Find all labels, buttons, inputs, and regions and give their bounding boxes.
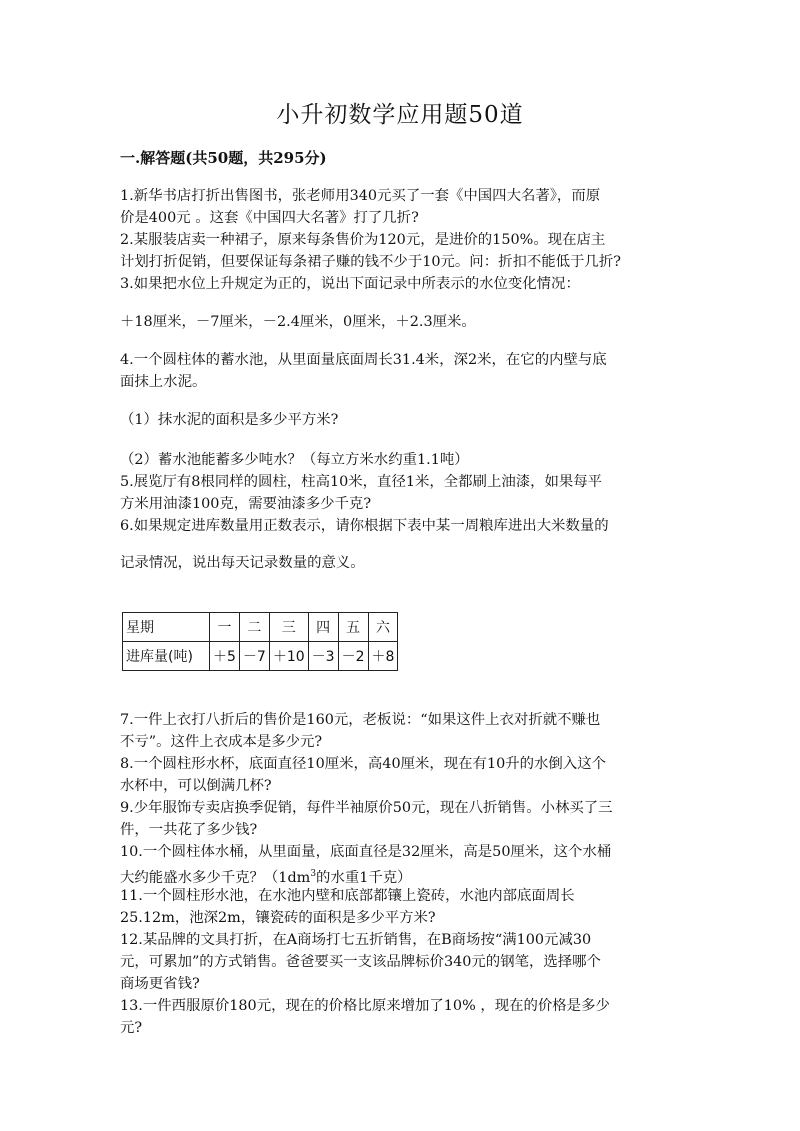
- question-1-line-1: 1.新华书店打折出售图书，张老师用340元买了一套《中国四大名著》，而原: [120, 188, 601, 204]
- table-value-cell: －3: [308, 642, 338, 671]
- table-value-cell: －2: [338, 642, 368, 671]
- question-4-sub-2: （2）蓄水池能蓄多少吨水？（每立方米水约重1.1吨）: [120, 452, 469, 468]
- table-value-cell: ＋10: [269, 642, 308, 671]
- question-7-line-1: 7.一件上衣打八折后的售价是160元，老板说：“如果这件上衣对折就不赚也: [120, 712, 601, 728]
- table-row-values: [123, 642, 398, 671]
- table-day-cell: 二: [239, 613, 269, 642]
- table-row-header: [123, 613, 398, 642]
- page-title: 小升初数学应用题50道: [276, 102, 524, 128]
- table-header-label: 星期: [123, 613, 210, 642]
- question-5-line-1: 5.展览厅有8根同样的圆柱，柱高10米，直径1米，全都刷上油漆，如果每平: [120, 474, 603, 490]
- question-2-line-1: 2.某服装店卖一种裙子，原来每条售价为120元，是进价的150%。现在店主: [120, 232, 606, 248]
- question-6-line-1: 6.如果规定进库数量用正数表示，请你根据下表中某一周粮库进出大米数量的: [120, 518, 609, 534]
- question-13-line-2: 元?: [120, 1020, 143, 1036]
- table-day-cell: 四: [308, 613, 338, 642]
- question-6-line-2: 记录情况，说出每天记录数量的意义。: [120, 555, 365, 571]
- question-11-line-2: 25.12m，池深2m，镶瓷砖的面积是多少平方米?: [120, 910, 436, 926]
- question-11-line-1: 11.一个圆柱形水池，在水池内壁和底部都镶上瓷砖，水池内部底面周长: [120, 888, 575, 904]
- question-10-line-2-start: 大约能盛水多少千克？（1dm: [120, 869, 311, 886]
- question-8-line-1: 8.一个圆柱形水杯，底面直径10厘米，高40厘米，现在有10升的水倒入这个: [120, 756, 606, 772]
- question-3-line-1: 3.如果把水位上升规定为正的，说出下面记录中所表示的水位变化情况：: [120, 276, 580, 292]
- question-12-line-2: 元，可累加”的方式销售。爸爸要买一支该品牌标价340元的钢笔，选择哪个: [120, 954, 601, 970]
- question-12-line-1: 12.某品牌的文具打折，在A商场打七五折销售，在B商场按“满100元减30: [120, 932, 592, 948]
- question-4-line-2: 面抹上水泥。: [120, 374, 207, 390]
- question-3-line-2: ＋18厘米，－7厘米，－2.4厘米，0厘米，＋2.3厘米。: [120, 314, 476, 330]
- question-9-line-1: 9.少年服饰专卖店换季促销，每件半袖原价50元，现在八折销售。小林买了三: [120, 800, 613, 816]
- table-value-cell: －7: [239, 642, 269, 671]
- question-2-line-2: 计划打折促销，但要保证每条裙子赚的钱不少于10元。问：折扣不能低于几折?: [120, 254, 621, 270]
- question-9-line-2: 件，一共花了多少钱?: [120, 822, 258, 838]
- table-day-cell: 一: [210, 613, 240, 642]
- table-value-cell: ＋5: [210, 642, 240, 671]
- cubic-superscript: 3: [310, 869, 317, 879]
- question-10-line-2-end: 的水重1千克）: [316, 869, 412, 886]
- question-12-line-3: 商场更省钱?: [120, 976, 200, 992]
- table-row-label: 进库量(吨): [123, 642, 210, 671]
- question-7-line-2: 不亏”。这件上衣成本是多少元?: [120, 734, 323, 750]
- table-day-cell: 六: [368, 613, 398, 642]
- question-13-line-1: 13.一件西服原价180元，现在的价格比原来增加了10% ，现在的价格是多少: [120, 998, 610, 1014]
- question-4-line-1: 4.一个圆柱体的蓄水池，从里面量底面周长31.4米，深2米，在它的内壁与底: [120, 352, 607, 368]
- question-1-line-2: 价是400元 。这套《中国四大名著》打了几折?: [120, 210, 419, 226]
- section-heading: 一.解答题(共50题，共295分): [120, 149, 327, 167]
- question-10-line-1: 10.一个圆柱体水桶，从里面量，底面直径是32厘米，高是50厘米，这个水桶: [120, 844, 612, 860]
- question-5-line-2: 方米用油漆100克，需要油漆多少千克?: [120, 496, 372, 512]
- question-4-sub-1: （1）抹水泥的面积是多少平方米?: [120, 412, 339, 428]
- grain-record-table: [122, 612, 398, 671]
- question-8-line-2: 水杯中，可以倒满几杯?: [120, 778, 272, 794]
- table-value-cell: ＋8: [368, 642, 398, 671]
- table-day-cell: 五: [338, 613, 368, 642]
- table-day-cell: 三: [269, 613, 308, 642]
